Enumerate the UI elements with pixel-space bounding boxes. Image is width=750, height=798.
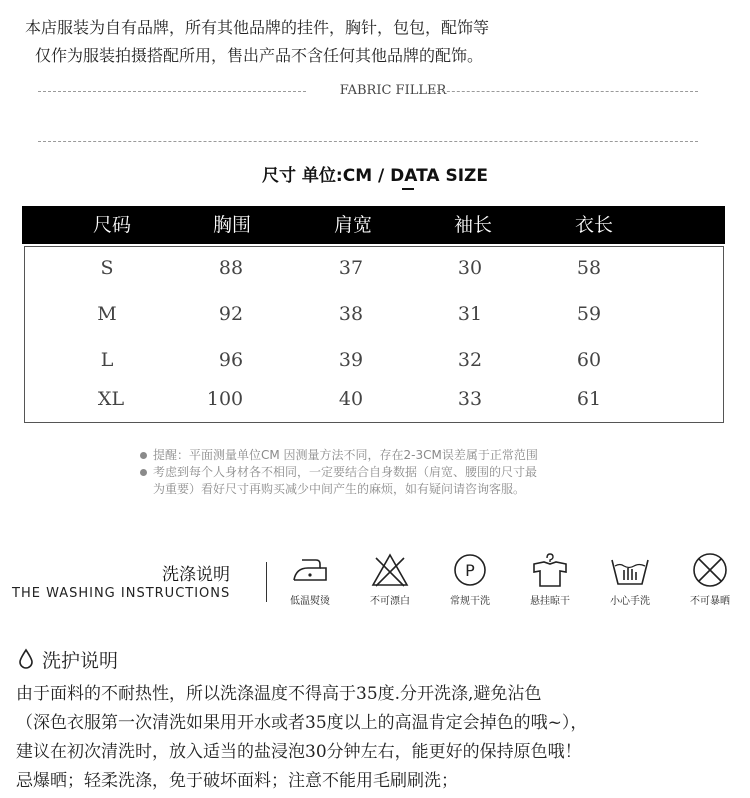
table-cell: L [100,349,114,371]
table-cell: 88 [218,257,244,279]
table-cell: 30 [457,257,483,279]
washing-title-cn: 洗涤说明 [162,565,230,585]
size-chart-title: 尺寸 单位:CM / DATA SIZE [262,166,488,186]
no-sun-dry-icon [690,552,730,588]
table-cell: 38 [338,303,364,325]
care-title-text: 洗护说明 [42,650,119,672]
notice-line: 仅作为服装拍摄搭配所用，售出产品不含任何其他品牌的配饰。 [35,46,484,65]
care-line: 建议在初次清洗时，放入适当的盐浸泡30分钟左右，能更好的保持原色哦！ [16,742,582,762]
wash-label: 不可暴晒 [690,596,730,607]
size-table-body [24,246,724,423]
wash-symbol [360,552,420,606]
notice-line: 本店服装为自有品牌，所有其他品牌的挂件，胸针，包包，配饰等 [25,18,490,37]
dry-clean-p-icon [450,552,490,588]
table-cell: 40 [338,388,364,410]
table-cell: 92 [218,303,244,325]
svg-text:P: P [465,561,475,580]
header-cell: 胸围 [212,214,251,236]
header-cell: 袖长 [453,214,492,236]
wash-symbol [440,552,500,606]
tip-text: 为重要）看好尺寸再购买减少中间产生的麻烦，如有疑问请咨询客服。 [153,482,526,496]
header-cell: 衣长 [574,214,613,236]
table-cell: 31 [457,303,483,325]
iron-low-icon [290,552,330,588]
care-line: 由于面料的不耐热性，所以洗涤温度不得高于35度.分开洗涤,避免沾色 [16,684,542,704]
header-cell: 尺码 [92,214,131,236]
wash-label: 常规干洗 [450,596,490,607]
tip-text: 考虑到每个人身材各不相同，一定要结合自身数据（肩宽、腰围的尺寸最 [153,465,538,479]
size-table-header [22,206,725,244]
measurement-tips [140,447,660,498]
care-line: （深色衣服第一次清洗如果用开水或者35度以上的高温肯定会掉色的哦~）， [16,713,588,733]
wash-label: 不可漂白 [370,596,410,607]
table-cell: 96 [218,349,244,371]
table-cell: 37 [338,257,364,279]
table-cell: M [97,303,117,325]
bullet-icon [140,452,147,459]
washing-title-en: THE WASHING INSTRUCTIONS [12,586,231,601]
table-cell: 33 [457,388,483,410]
wash-symbol [280,552,340,606]
hang-dry-icon [530,552,570,588]
vertical-divider [266,562,267,602]
dashed-line [38,91,306,92]
fabric-filler-divider [38,82,698,102]
table-cell: 39 [338,349,364,371]
no-bleach-icon [370,552,410,588]
dashed-line [432,91,698,92]
wash-symbol [520,552,580,606]
table-cell: 60 [576,349,602,371]
table-cell: 59 [576,303,602,325]
wash-symbol [600,552,660,606]
care-line: 忌爆晒；轻柔洗涤，免于破坏面料；注意不能用毛刷刷洗； [16,771,458,791]
care-instructions [16,680,746,796]
fabric-filler-label: FABRIC FILLER [339,83,447,98]
tip-item [140,464,660,481]
brand-notice [25,14,725,70]
tip-item [140,481,660,498]
dashed-line [38,141,698,142]
table-cell: 100 [206,388,244,410]
wash-label: 小心手洗 [610,596,650,607]
table-cell: 58 [576,257,602,279]
hand-wash-icon [610,552,650,588]
tip-text: 提醒：平面测量单位CM 因测量方法不同，存在2-3CM误差属于正常范围 [153,448,538,462]
wash-label: 悬挂晾干 [530,596,570,607]
header-cell: 肩宽 [333,214,372,236]
title-underline [402,188,414,190]
care-title [16,646,118,673]
wash-label: 低温熨烫 [290,596,330,607]
table-cell: 61 [576,388,602,410]
tip-item [140,447,660,464]
wash-symbol [680,552,740,606]
bullet-icon [140,469,147,476]
table-cell: 32 [457,349,483,371]
table-cell: S [100,257,114,279]
table-cell: XL [97,388,125,410]
